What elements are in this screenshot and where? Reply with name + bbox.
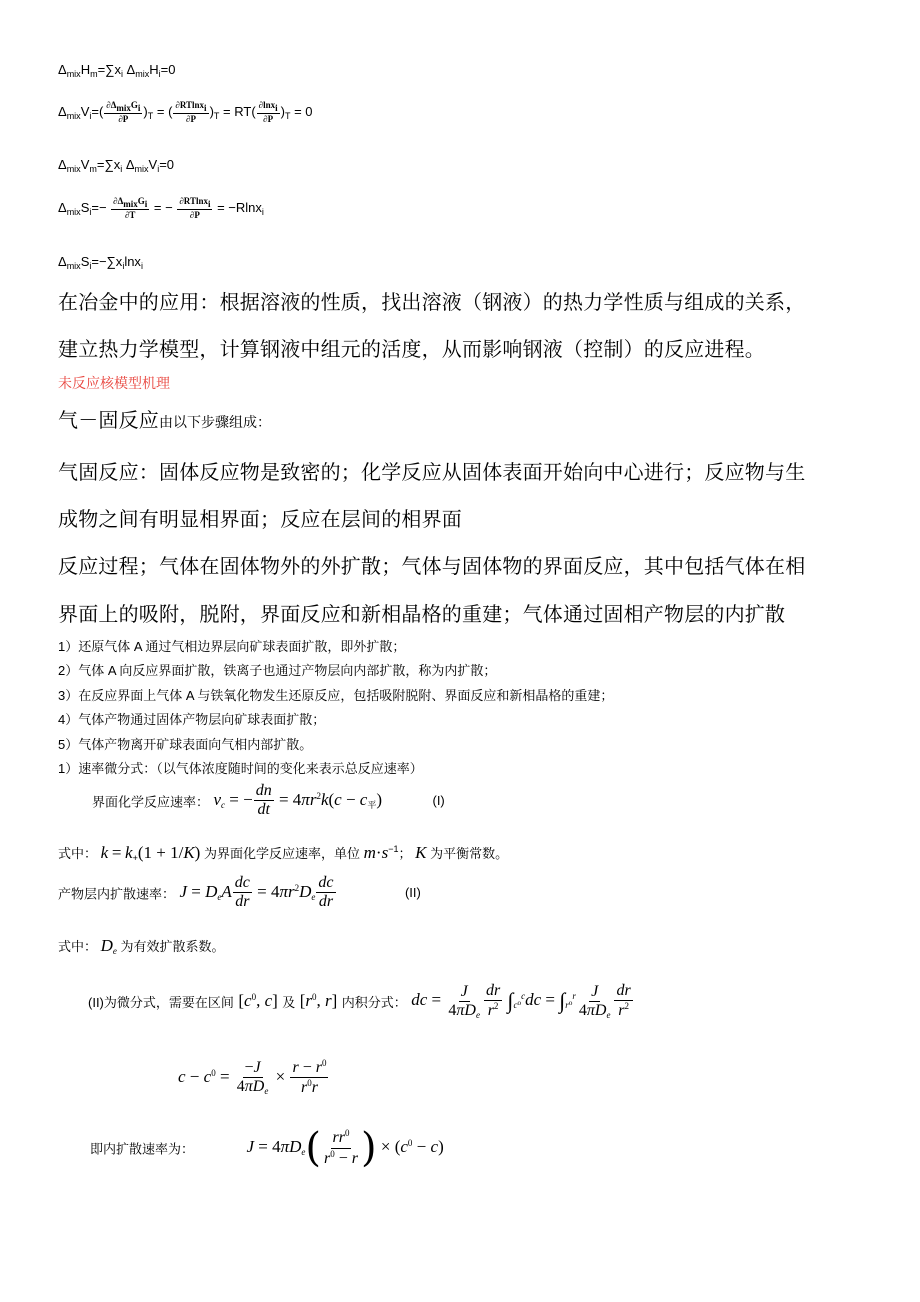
integrated-result-eq: $c - c^0$ = $\frac{-J}{4\pi D_e}$ × $\frac{r - r^0}{r^0r}$ [178, 1058, 327, 1097]
step-item-2: 2）气体 A 向反应界面扩散，铁离子也通过产物层向内部扩散，称为内扩散； [58, 663, 497, 678]
k-prefix: 式中： [58, 846, 98, 861]
gas-solid-para2-line2: 界面上的吸附，脱附，界面反应和新相晶格的重建；气体通过固相产物层的内扩散 [58, 604, 786, 626]
gas-solid-para1-line1: 气固反应：固体反应物是致密的；化学反应从固体表面开始向中心进行；反应物与生 [58, 462, 806, 484]
gas-solid-para2-line1: 反应过程；气体在固体物外的外扩散；气体与固体物的界面反应，其中包括气体在相 [58, 556, 806, 578]
interface-rate-label: 界面化学反应速率： [92, 794, 210, 810]
k-sep: ； [398, 846, 412, 861]
De-description: 式中： $D_e$ 为有效扩散系数。 [58, 936, 225, 956]
integral-eq: (II)为微分式，需要在区间 [$c^0$, c] 及 [$r^0$, r] 内积分式： dc = $\frac{J}{4\pi D_e}$ $\frac{dr}{r^2}$ $\int_{c^0}^cdc = \int_{r^0}^r$ $\frac{J}{4\pi D_e}$ $\frac{dr}{r^2}$ [88, 982, 631, 1020]
eq-mix-entropy-partial: $\Delta_{mix}S_i=-$ $\frac{\partial\Delta_{mix}G_i}{\partial T}$ = − $\frac{\partial RTlnx_i}{\partial P}$ = −Rlnx$_i$ [58, 196, 264, 221]
final-diffusion-eq: 即内扩散速率为： $J = 4\pi D_e$( $\frac{rr^0}{r^0 - r}$ ) × $(c^0 - c)$ [90, 1125, 444, 1171]
eq-mix-volume-partial: $\Delta_{mix}V_i=$( $\frac{\partial\Delta_{mix}G_i}{\partial P}$ )$_T$ = ( $\frac{\partial RTlnx_i}{\partial P}$ )$_T = RT$( $\frac{\partial\ln x_i}{\partial P}$ )$_T = 0$ [58, 100, 313, 125]
De-prefix: 式中： [58, 939, 98, 954]
step-item-4: 4）气体产物通过固体产物层向矿球表面扩散； [58, 712, 326, 727]
integral-text-b: 及 [282, 994, 296, 1010]
K-desc: 为平衡常数。 [430, 846, 509, 861]
application-line-2: 建立热力学模型，计算钢液中组元的活度，从而影响钢液（控制）的反应进程。 [58, 339, 765, 361]
diffusion-rate-label: 产物层内扩散速率： [58, 886, 176, 902]
diffusion-rate-eq: 产物层内扩散速率： $J = D_eA$ $\frac{dc}{dr}$ = $4\pi r^2D_e$ $\frac{dc}{dr}$ (II) [58, 874, 421, 911]
k-desc: 为界面化学反应速率，单位 [203, 846, 360, 861]
section-title: 未反应核模型机理 [58, 375, 170, 391]
final-label: 即内扩散速率为： [90, 1141, 195, 1157]
label-I: (I) [432, 793, 445, 809]
integral-text-a: (II)为微分式，需要在区间 [88, 994, 234, 1010]
De-desc: 为有效扩散系数。 [120, 939, 225, 954]
gas-solid-para1-line2: 成物之间有明显相界面；反应在层间的相界面 [58, 509, 462, 531]
integral-text-c: 内积分式： [341, 994, 407, 1010]
label-II: (II) [404, 885, 421, 901]
eq-mix-volume-molar: $\Delta_{mix}V_m=\sum x_i$ $\Delta_{mix}V_i=0$ [58, 157, 175, 174]
heading-small: 由以下步骤组成： [159, 414, 271, 430]
step-item-1: 1）还原气体 A 通过气相边界层向矿球表面扩散，即外扩散； [58, 639, 406, 654]
step-item-3: 3）在反应界面上气体 A 与铁氧化物发生还原反应，包括吸附脱附、界面反应和新相晶格的重建； [58, 688, 614, 703]
step-item-5: 5）气体产物离开矿球表面向气相内部扩散。 [58, 737, 313, 752]
heading-big: 气－固反应 [58, 410, 159, 432]
gas-solid-heading [58, 404, 271, 433]
k-description: 式中： $k = k_+(1 + 1/K)$ 为界面化学反应速率，单位 $m\cdot s^{-1}$； K 为平衡常数。 [58, 843, 509, 863]
application-line-1: 在冶金中的应用：根据溶液的性质，找出溶液（钢液）的热力学性质与组成的关系， [58, 292, 806, 314]
rate-intro: 1）速率微分式：（以气体浓度随时间的变化来表示总反应速率） [58, 761, 423, 776]
eq-mix-entropy-sum: $\Delta_{mix}S_i=-\sum x_i\ln x_i$ [58, 254, 143, 271]
interface-rate-eq: 界面化学反应速率： $v_c$ = − $\frac{dn}{dt}$ = $4\pi r^2k(c - c_平)$ (I) [92, 782, 445, 819]
eq-mix-enthalpy: $\Delta_{mix}H_m=\sum x_i$ $\Delta_{mix}H_i=0$ [58, 62, 176, 79]
